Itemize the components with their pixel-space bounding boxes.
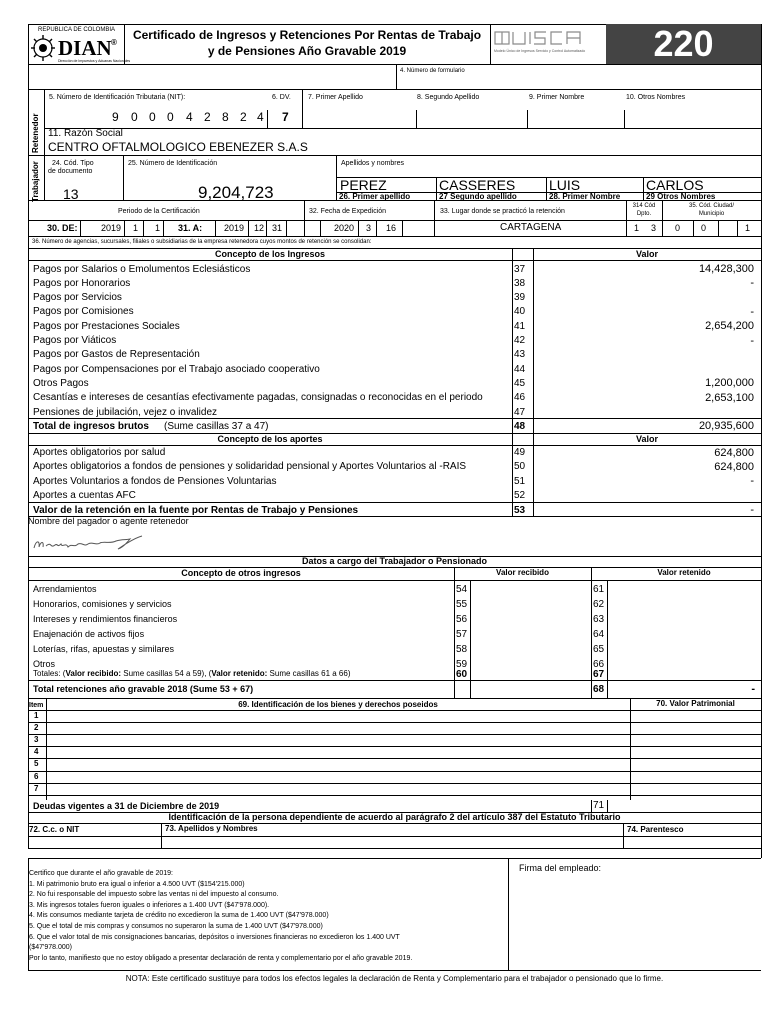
muisca-subtitle: Modelo Único de Ingresos Servicio y Control Automatizado [494,49,586,53]
cod-municipio-digit: 0 [701,223,707,233]
ingreso-valor: 1,200,000 [705,377,754,390]
cod-dpto-label-2: Dpto. [636,211,652,217]
aporte-concepto: Aportes obligatorios a fondos de pensiones y solidaridad pensional y Aportes Voluntarios al -RAIS [33,461,467,473]
cod-municipio-digit: 0 [675,223,681,233]
ingreso-casilla: 42 [514,335,526,346]
aporte-concepto: Aportes a cuentas AFC [33,490,136,501]
aportes-header: Concepto de los aportes [217,433,323,444]
total-ingresos-valor: 20,935,600 [698,420,754,433]
rule-line [46,698,47,800]
ingreso-concepto: Pensiones de jubilación, vejez o invalidez [33,406,218,418]
bien-item-number: 4 [34,747,39,757]
bienes-title: 69. Identificación de los bienes y derechos poseidos [238,700,438,709]
ingreso-concepto: Otros Pagos [33,377,89,389]
bien-item-number: 5 [34,759,39,769]
ingreso-casilla: 39 [514,292,526,304]
ingreso-valor: 2,653,100 [705,391,754,404]
rule-line [28,580,761,581]
ingreso-concepto: Pagos por Honorarios [33,277,131,289]
republic-label: REPUBLICA DE COLOMBIA [38,27,116,33]
rule-line [28,260,761,261]
periodo-label: Periodo de la Certificación [118,208,200,215]
certificacion-linea: 6. Que el valor total de mis consignaciones bancarias, depósitos o inversiones financieras no excedieron los 1.400 UVT [29,933,400,941]
totales-casilla-retenido: 67 [593,669,605,680]
dian-logo [30,34,56,67]
rule-line [28,418,761,419]
rule-line [28,248,29,516]
ingresos-header: Concepto de los Ingresos [214,249,326,259]
totales-fragment: Sume casillas 54 a 59), ( [121,669,212,678]
totales-casilla-recibido: 60 [456,669,468,680]
total-ingresos-label: Total de ingresos brutos [33,420,149,432]
deudas-label: Deudas vigentes a 31 de Diciembre de 2019 [33,801,220,811]
otro-concepto: Loterías, rifas, apuestas y similares [33,644,175,654]
ingreso-concepto: Pagos por Comisiones [33,306,134,318]
rule-line [28,710,761,711]
otros-retenido-header: Valor retenido [657,568,711,577]
dv-value: 7 [282,110,289,124]
bienes-item-header: Item [29,702,44,709]
segundo-apellido-sublabel: 27 Segundo apellido [439,192,517,201]
totales-fragment: Valor retenido: [211,669,268,678]
ingreso-valor: 2,654,200 [705,320,754,333]
trabajador-primer-nombre: LUIS [549,177,581,193]
bien-item-number: 3 [34,735,39,745]
rule-line [630,698,631,800]
ingreso-casilla: 45 [514,377,526,389]
nit-digit: 2 [204,110,211,124]
numero-identificacion-label: 25. Número de Identificación [128,160,218,167]
certificacion-linea: 2. No fui responsable del impuesto sobre las ventas ni del impuesto al consumo. [29,891,279,899]
rule-line [28,758,761,759]
nit-digit: 0 [167,110,174,124]
otro-concepto: Honorarios, comisiones y servicios [33,599,172,609]
periodo-de-day: 1 [155,223,161,233]
otro-casilla-recibido: 58 [456,644,468,655]
otro-casilla-retenido: 64 [593,629,605,640]
rule-line [28,680,761,681]
nit-digit: 0 [131,110,138,124]
ingreso-concepto: Pagos por Prestaciones Sociales [33,320,180,332]
lugar-retencion-label: 33. Lugar donde se practicó la retención [440,208,565,215]
dian-wordmark: DIAN [58,36,112,60]
totales-fragment: Totales: ( [33,669,66,678]
rule-line [28,445,761,446]
ingreso-concepto: Cesantías e intereses de cesantías efectivamente pagadas, consignadas o reconocidas en el periodo [33,392,483,404]
ingreso-concepto: Pagos por Gastos de Representación [33,349,200,361]
total-ingresos-sublabel: (Sume casillas 37 a 47) [164,420,269,432]
trabajador-segundo-apellido: CASSERES [439,177,516,193]
certificacion-linea: 3. Mis ingresos totales fueron iguales o inferiores a 1.400 UVT ($47'978.000). [29,901,270,909]
aportes-valor-header: Valor [635,433,658,444]
otro-casilla-recibido: 57 [456,629,468,640]
ingreso-casilla: 43 [514,349,526,361]
rule-line [28,734,761,735]
fecha-expedicion-label: 32. Fecha de Expedición [309,208,387,215]
otros-concepto-header: Concepto de otros ingresos [181,568,301,578]
aporte-concepto: Aportes Voluntarios a fondos de Pensiones Voluntarias [33,475,277,487]
nit-digit: 4 [257,110,264,124]
aporte-valor: 624,800 [714,460,754,473]
periodo-a-label: 31. A: [178,223,203,233]
tipo-documento-label-2: de documento [48,168,93,175]
rule-line [28,795,761,796]
form-title-line1: Certificado de Ingresos y Retenciones Por Rentas de Trabajo [132,28,482,42]
ingreso-valor: - [750,277,754,290]
ingreso-valor: - [750,305,754,318]
rule-line [512,248,513,516]
rule-line [28,771,761,772]
ingreso-casilla: 46 [514,392,526,404]
ingreso-casilla: 40 [514,306,526,318]
trabajador-otros-nombres: CARLOS [646,177,704,193]
segundo-apellido-label: 8. Segundo Apellido [417,94,480,101]
nit-digit: 8 [222,110,229,124]
periodo-de-month: 1 [133,223,139,233]
apellidos-nombres-label: Apellidos y nombres [341,160,405,167]
trabajador-primer-apellido: PEREZ [340,177,387,193]
totales-fragment: Valor recibido: [65,669,122,678]
certificacion-linea: Certifico que durante el año gravable de 2019: [29,870,173,877]
nit-digit: 2 [240,110,247,124]
otros-nombres-label: 10. Otros Nombres [626,94,686,101]
fecha-expedicion-year: 2020 [334,223,355,233]
firma-empleado-label: Firma del empleado: [519,863,602,873]
ingresos-valor-header: Valor [635,249,658,259]
pagador-label: Nombre del pagador o agente retenedor [28,516,189,526]
aporte-casilla: 50 [514,461,526,473]
rule-line [28,502,761,503]
retencion-valor: - [750,504,754,517]
cod-municipio-label-2: Municipio [698,211,725,217]
cod-municipio-label-1: 35. Cód. Ciudad/ [688,203,735,209]
registered-mark: ® [111,38,117,47]
bien-item-number: 1 [34,711,39,720]
certificacion-linea: ($47'978.000) [29,944,72,952]
aporte-valor: 624,800 [714,446,754,459]
cod-dpto-label-1: 314 Cód [632,203,656,209]
totales-label [33,670,350,678]
dependiente-cc-label: 72. C.c. o NIT [29,825,80,834]
deudas-casilla: 71 [593,800,605,811]
ingreso-valor: - [750,334,754,347]
rule-line [470,580,471,699]
aporte-casilla: 49 [514,447,526,459]
nota-footer: NOTA: Este certificado sustituye para todos los efectos legales la declaración de Renta y Complementario para el trabajador o pensionado que lo firme. [125,974,664,983]
dependiente-nombres-label: 73. Apellidos y Nombres [165,824,258,833]
pagador-signature-icon [30,532,146,556]
certificacion-linea: 4. Mis consumos mediante tarjeta de crédito no excedieron la suma de 1.400 UVT ($47'978.000) [29,912,329,920]
cod-dpto-digit: 1 [634,223,640,233]
muisca-wordmark-icon [494,30,584,46]
form-number-label: 4. Número de formulario [400,68,465,74]
otro-casilla-recibido: 54 [456,584,468,595]
otro-casilla-retenido: 62 [593,599,605,610]
otro-casilla-recibido: 55 [456,599,468,610]
dv-label: 6. DV. [272,94,291,101]
ingreso-casilla: 41 [514,320,526,332]
otro-casilla-retenido: 65 [593,644,605,655]
bien-item-number: 2 [34,723,39,733]
form-title-line2: y de Pensiones Año Gravable 2019 [207,44,407,58]
ingreso-casilla: 44 [514,363,526,375]
rule-line [28,746,761,747]
bien-item-number: 7 [34,783,39,793]
trabajador-section-label: Trabajador [31,161,40,202]
dependiente-title: Identificación de la persona dependiente de acuerdo al parágrafo 2 del artículo 387 del Estatuto Tributario [168,812,621,822]
bien-item-number: 6 [34,771,39,781]
razon-social-label: 11. Razón Social [48,128,123,139]
ingreso-casilla: 38 [514,277,526,289]
rule-line [591,800,592,812]
rule-line [28,722,761,723]
total-ingresos-casilla: 48 [514,420,526,432]
tipo-documento-value: 13 [63,186,79,202]
cod-municipio-digit: 1 [745,223,751,233]
periodo-de-year: 2019 [101,223,122,233]
ingreso-concepto: Pagos por Servicios [33,292,122,304]
tipo-documento-label-1: 24. Cód. Tipo [52,160,94,167]
periodo-de-label: 30. DE: [47,223,78,233]
otros-recibido-header: Valor recibido [496,568,549,577]
periodo-a-day: 31 [272,223,283,233]
fecha-expedicion-day: 16 [386,223,397,233]
aporte-concepto: Aportes obligatorios por salud [33,447,166,459]
razon-social-value: CENTRO OFTALMOLOGICO EBENEZER S.A.S [48,140,308,154]
numero-identificacion-value: 9,204,723 [198,183,274,202]
primer-nombre-sublabel: 28. Primer Nombre [549,192,621,201]
otro-concepto: Otros [33,659,56,669]
aporte-casilla: 51 [514,475,526,487]
periodo-a-year: 2019 [224,223,245,233]
otro-concepto: Arrendamientos [33,584,97,594]
rule-line [28,698,761,699]
ingreso-concepto: Pagos por Viáticos [33,335,117,346]
totales-fragment: Sume casillas 61 a 66) [267,669,351,678]
certificacion-linea: 5. Que el total de mis compras y consumos no superaron la suma de 1.400 UVT ($47'978.000) [29,923,323,930]
retencion-casilla: 53 [514,504,526,516]
agencias-label: 36. Número de agencias, sucursales, filiales o subsidiarias de la empresa retenedora cuyos montos de retención se consolidan: [32,239,372,245]
periodo-a-month: 12 [254,223,265,233]
rule-line [607,580,608,699]
nit-digit: 9 [112,110,119,124]
retenedor-section-label: Retenedor [31,113,40,153]
otro-casilla-recibido: 59 [456,659,468,670]
total-retenciones-casilla: 68 [593,684,605,695]
otro-concepto: Enajenación de activos fijos [33,629,145,639]
otro-casilla-retenido: 61 [593,584,605,595]
primer-apellido-label: 7. Primer Apellido [308,94,363,101]
otros-title: Datos a cargo del Trabajador o Pensionado [301,556,488,566]
cod-dpto-digit: 3 [651,223,657,233]
ingreso-valor: 14,428,300 [698,263,754,275]
dian-emblem-icon [30,34,56,62]
primer-apellido-sublabel: 26. Primer apellido [339,192,411,201]
total-retenciones-label: Total retenciones año gravable 2018 (Sume 53 + 67) [33,684,254,694]
lugar-retencion-value: CARTAGENA [500,222,562,233]
ingreso-concepto: Pagos por Salarios o Emolumentos Eclesiásticos [33,263,251,275]
ingreso-concepto: Pagos por Compensaciones por el Trabajo asociado cooperativo [33,363,320,375]
total-retenciones-valor: - [751,683,755,695]
ingreso-casilla: 37 [514,263,526,275]
ingreso-casilla: 47 [514,406,526,418]
muisca-logo [494,30,584,51]
dian-subtitle: Dirección de Impuestos y Aduanas Nacionales [58,59,131,63]
nit-digit: 4 [186,110,193,124]
aporte-valor: - [750,475,754,488]
rule-line [28,783,761,784]
otro-casilla-retenido: 66 [593,659,605,670]
otro-casilla-recibido: 56 [456,614,468,625]
retencion-label: Valor de la retención en la fuente por Rentas de Trabajo y Pensiones [33,504,359,516]
certificacion-linea: Por lo tanto, manifiesto que no estoy obligado a presentar declaración de renta y complementario por el año gravable 2019. [29,954,413,962]
bienes-valor-header: 70. Valor Patrimonial [656,699,735,708]
otro-casilla-retenido: 63 [593,614,605,625]
rule-line [607,800,608,812]
form-number: 220 [653,23,714,64]
nit-label: 5. Número de Identificación Tributaria (NIT): [49,94,186,101]
otros-nombres-sublabel: 29 Otros Nombres [646,192,716,201]
nit-digit: 0 [149,110,156,124]
certificacion-linea: 1. Mi patrimonio bruto era igual o inferior a 4.500 UVT ($154'215.000) [29,880,245,888]
otro-concepto: Intereses y rendimientos financieros [33,614,178,624]
dependiente-parentesco-label: 74. Parentesco [627,825,684,834]
aporte-casilla: 52 [514,490,526,501]
rule-line [28,567,761,568]
fecha-expedicion-month: 3 [366,223,372,233]
primer-nombre-label: 9. Primer Nombre [529,94,585,101]
